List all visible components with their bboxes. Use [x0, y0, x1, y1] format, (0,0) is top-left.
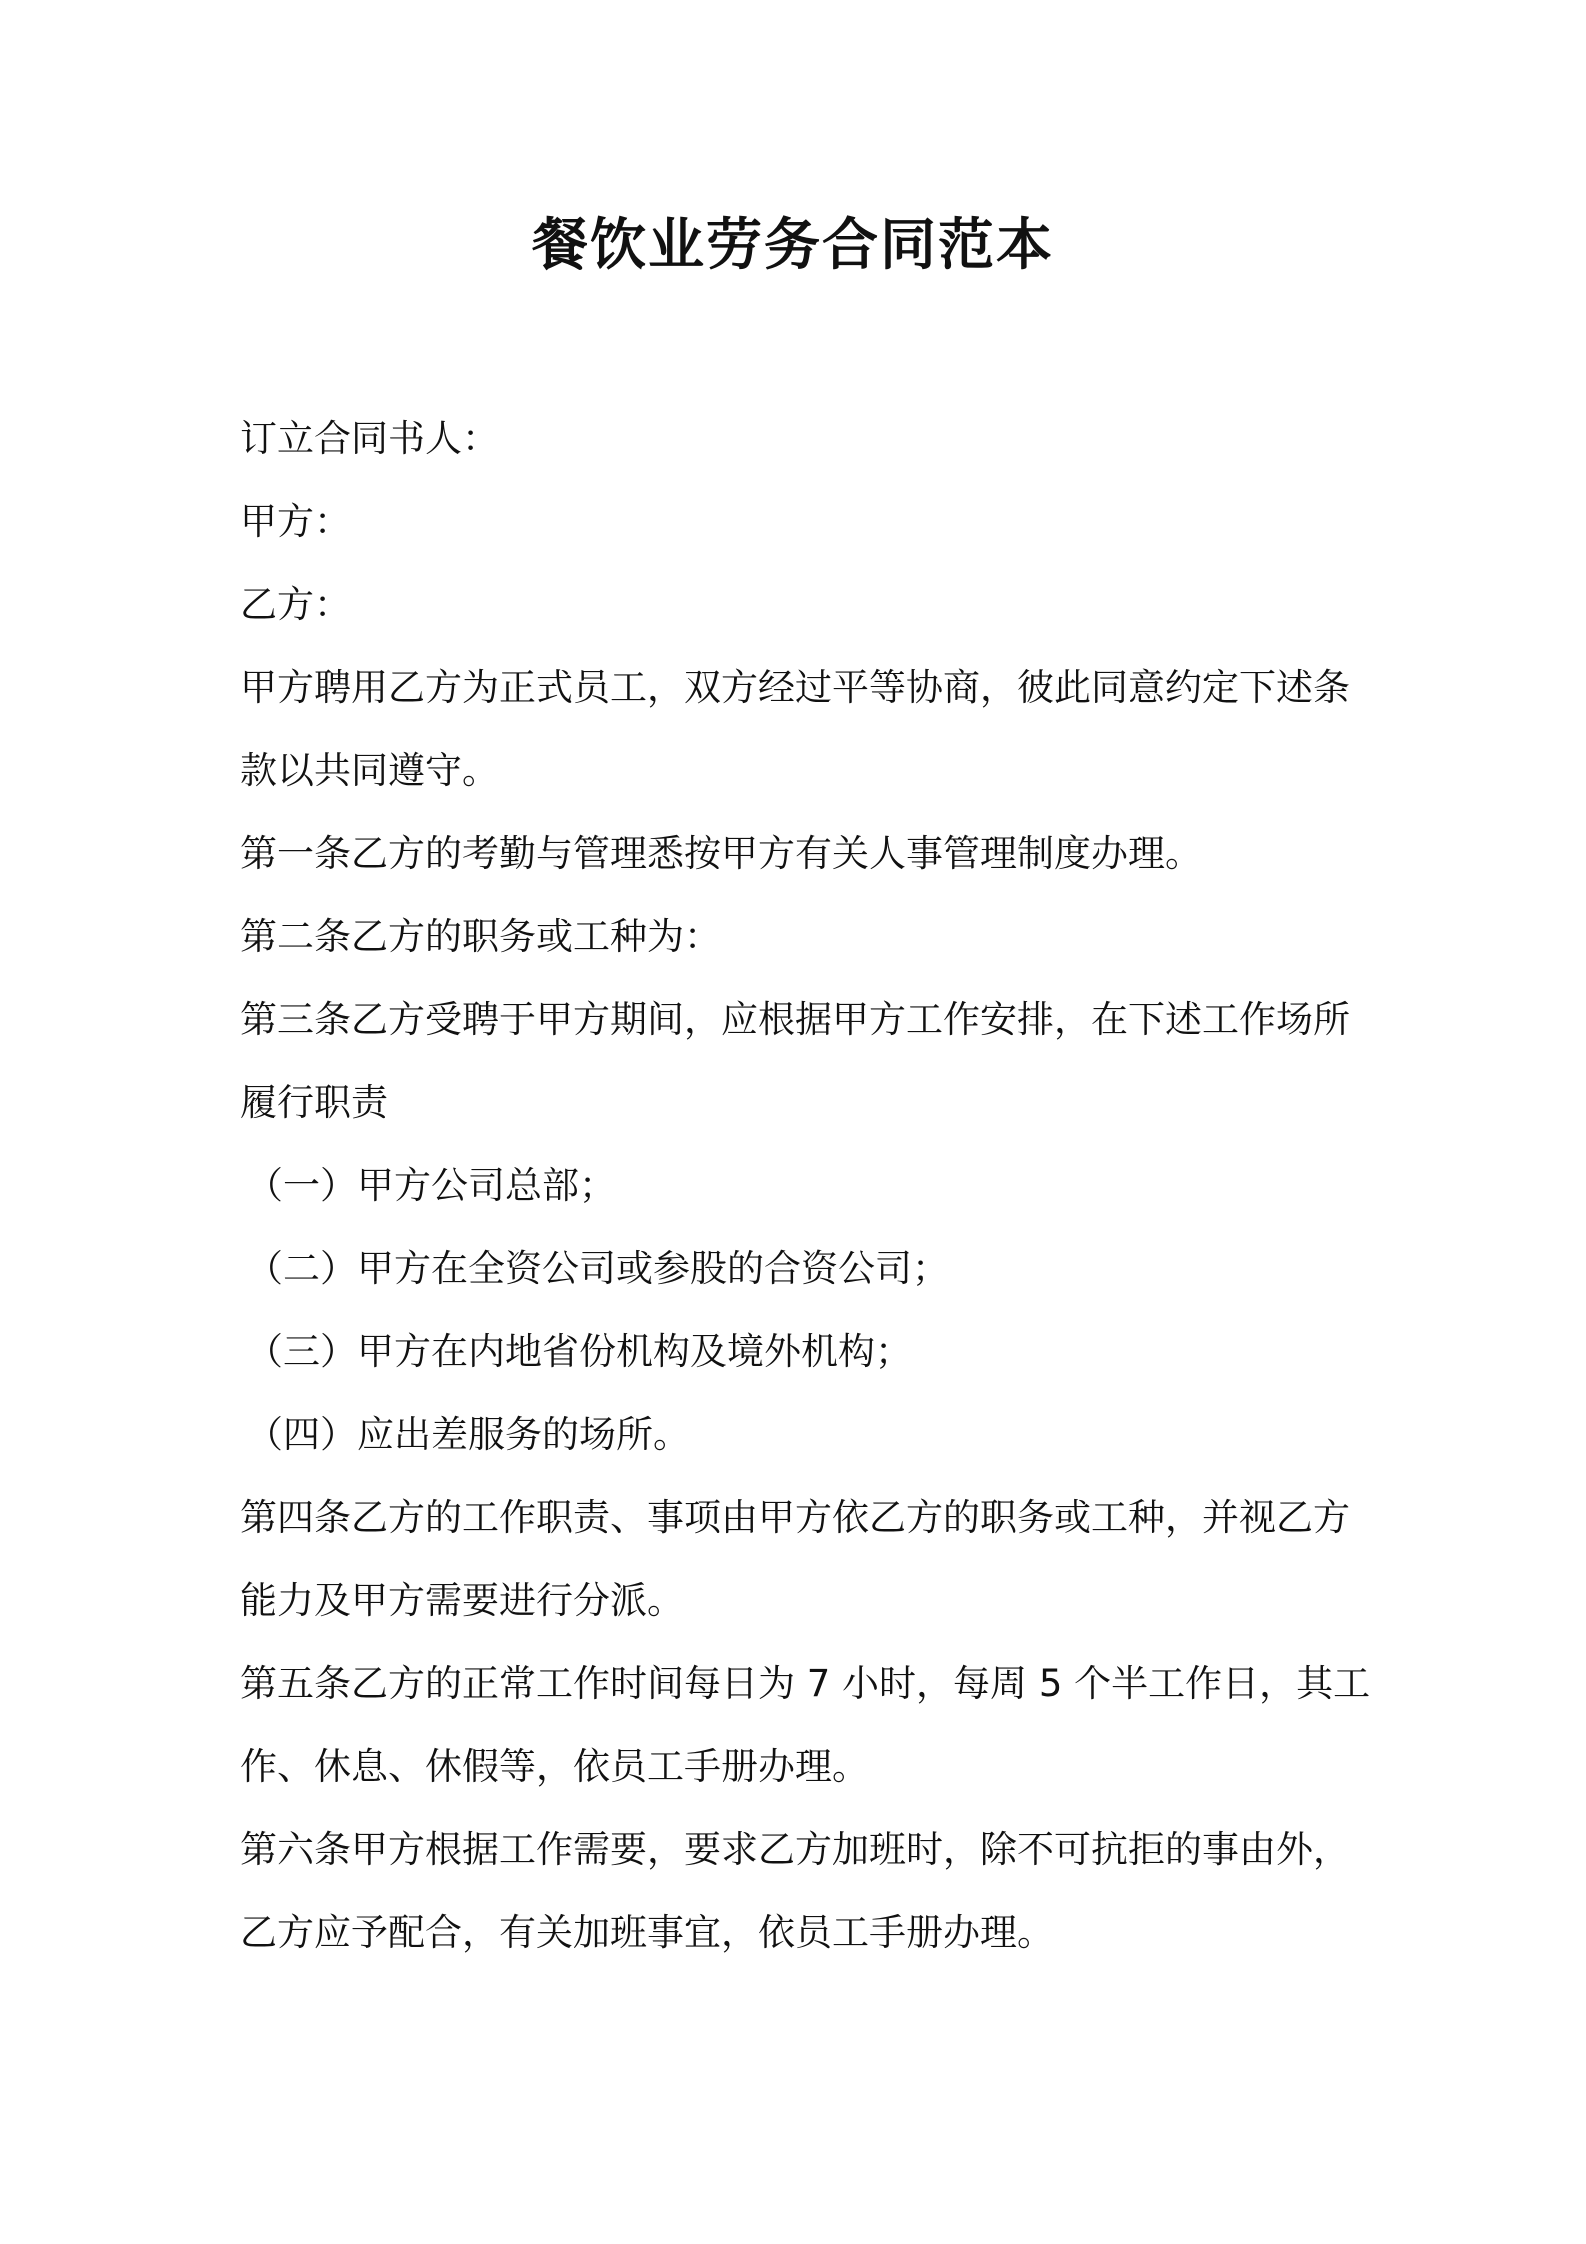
article-1: 第一条乙方的考勤与管理悉按甲方有关人事管理制度办理。 [240, 832, 1202, 875]
article-3-item-2: （二）甲方在全资公司或参股的合资公司； [246, 1247, 949, 1290]
article-4-line-2: 能力及甲方需要进行分派。 [240, 1579, 684, 1622]
article-6-line-1: 第六条甲方根据工作需要，要求乙方加班时，除不可抗拒的事由外， [240, 1828, 1350, 1871]
document-title: 餐饮业劳务合同范本 [532, 213, 1054, 278]
article-2: 第二条乙方的职务或工种为： [240, 915, 721, 958]
article-3-item-1: （一）甲方公司总部； [246, 1164, 616, 1207]
signatories-heading: 订立合同书人： [240, 417, 499, 460]
preamble-line-1: 甲方聘用乙方为正式员工，双方经过平等协商，彼此同意约定下述条 [240, 666, 1350, 709]
article-3-line-2: 履行职责 [240, 1081, 388, 1124]
article-3-line-1: 第三条乙方受聘于甲方期间，应根据甲方工作安排，在下述工作场所 [240, 998, 1350, 1041]
article-3-item-3: （三）甲方在内地省份机构及境外机构； [246, 1330, 912, 1373]
party-a-line: 甲方： [240, 500, 351, 543]
article-5-line-1: 第五条乙方的正常工作时间每日为 7 小时，每周 5 个半工作日，其工 [240, 1662, 1371, 1705]
party-b-line: 乙方： [240, 583, 351, 626]
preamble-line-2: 款以共同遵守。 [240, 749, 499, 792]
document-body [240, 397, 1371, 1974]
article-4-line-1: 第四条乙方的工作职责、事项由甲方依乙方的职务或工种，并视乙方 [240, 1496, 1350, 1539]
article-6-line-2: 乙方应予配合，有关加班事宜，依员工手册办理。 [240, 1911, 1054, 1954]
article-5-line-2: 作、休息、休假等，依员工手册办理。 [240, 1745, 869, 1788]
article-3-item-4: （四）应出差服务的场所。 [246, 1413, 690, 1456]
